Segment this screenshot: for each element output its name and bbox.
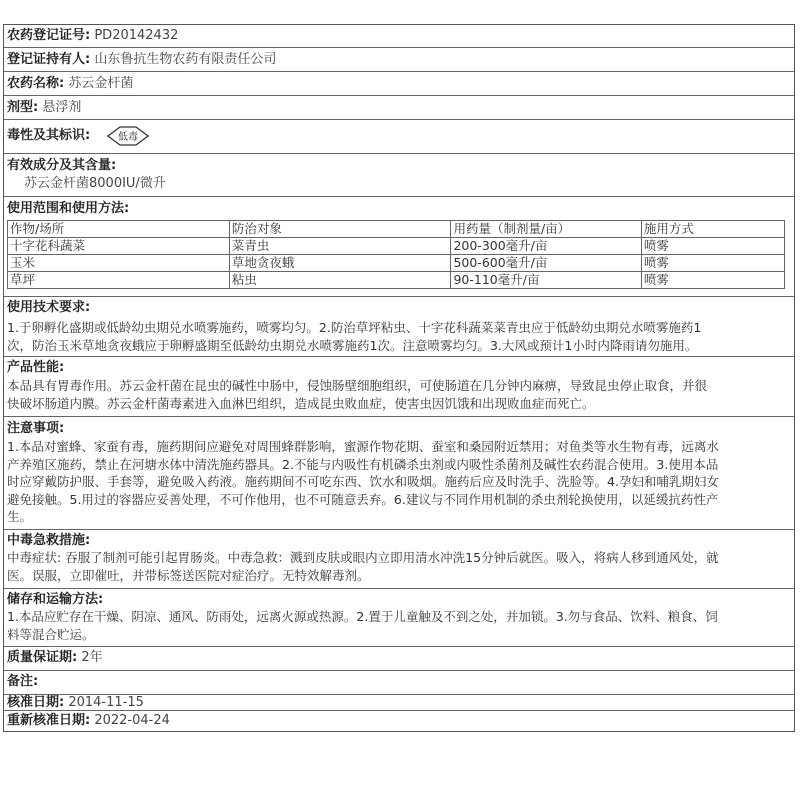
storage-heading-row xyxy=(7,591,791,609)
form-row xyxy=(7,99,791,117)
reapproval-date-value: 2022-04-24 xyxy=(94,713,170,728)
toxicity-label: 毒性及其标识: xyxy=(7,128,91,143)
table-cell: 喷雾 xyxy=(641,272,784,289)
text-line: 1.本品应贮存在干燥、阴凉、通风、防雨处，远离火源或热源。2.置于儿童触及不到之处，并加锁。3.勿与食品、饮料、粮食、饲 xyxy=(7,609,718,624)
divider xyxy=(4,71,794,72)
text-line: 快破坏肠道内膜。苏云金杆菌毒素进入血淋巴组织，造成昆虫败血症，使害虫因饥饿和出现败血症而死亡。 xyxy=(7,395,595,411)
toxicity-row xyxy=(7,121,791,151)
divider xyxy=(4,588,794,589)
column-header: 作物/场所 xyxy=(8,221,230,238)
table-cell: 喷雾 xyxy=(641,238,784,255)
form-value: 悬浮剂 xyxy=(42,100,82,115)
usage-heading-row xyxy=(7,200,791,218)
reg-no-row xyxy=(7,27,791,45)
usage-table xyxy=(7,220,785,289)
table-cell: 玉米 xyxy=(8,255,230,272)
name-label: 农药名称: xyxy=(7,76,65,91)
table-cell: 200-300毫升/亩 xyxy=(451,238,641,255)
divider xyxy=(4,646,794,647)
reg-no-value: PD20142432 xyxy=(94,28,179,43)
divider xyxy=(4,670,794,671)
technique-text xyxy=(7,319,791,354)
table-header-row xyxy=(8,221,785,238)
approval-date-label: 核准日期: xyxy=(7,695,65,710)
precautions-text xyxy=(7,438,791,526)
registration-document xyxy=(3,24,795,732)
technique-heading-row xyxy=(7,299,791,317)
performance-text xyxy=(7,377,791,412)
usage-heading: 使用范围和使用方法: xyxy=(7,201,130,216)
table-cell: 500-600毫升/亩 xyxy=(451,255,641,272)
remarks-label: 备注: xyxy=(7,674,39,689)
performance-heading-row xyxy=(7,359,791,377)
text-line: 中毒症状: 吞服了制剂可能引起胃肠炎。中毒急救：溅到皮肤或眼内立即用清水冲洗15分钟后就医。吸入，将病人移到通风处，就 xyxy=(7,550,719,565)
divider xyxy=(4,296,794,297)
divider xyxy=(4,356,794,357)
form-label: 剂型: xyxy=(7,100,39,115)
shelf-life-value: 2年 xyxy=(81,650,103,665)
reapproval-date-label: 重新核准日期: xyxy=(7,713,91,728)
table-cell: 90-110毫升/亩 xyxy=(451,272,641,289)
technique-heading: 使用技术要求: xyxy=(7,300,91,315)
divider xyxy=(4,710,794,711)
divider xyxy=(4,153,794,154)
name-value: 苏云金杆菌 xyxy=(68,76,134,91)
divider xyxy=(4,95,794,96)
ingredients-value: 苏云金杆菌8000IU/微升 xyxy=(24,176,166,191)
precautions-heading: 注意事项: xyxy=(7,421,65,436)
table-row xyxy=(8,238,785,255)
ingredients-value-row xyxy=(24,175,791,193)
shelf-life-label: 质量保证期: xyxy=(7,650,78,665)
column-header: 施用方式 xyxy=(641,221,784,238)
holder-value: 山东鲁抗生物农药有限责任公司 xyxy=(94,52,277,67)
text-line: 1.本品对蜜蜂、家蚕有毒，施药期间应避免对周围蜂群影响，蜜源作物花期、蚕室和桑园附近禁用；对鱼类等水生物有毒，远离水 xyxy=(7,439,719,454)
low-toxicity-badge-icon xyxy=(106,125,150,147)
divider xyxy=(4,529,794,530)
text-line: 避免接触。5.用过的容器应妥善处理，不可作他用，也不可随意丢弃。6.建议与不同作用机制的杀虫剂轮换使用，以延缓抗药性产 xyxy=(7,491,719,507)
approval-date-value: 2014-11-15 xyxy=(68,695,144,710)
storage-text xyxy=(7,608,791,643)
table-row xyxy=(8,272,785,289)
ingredients-heading-row xyxy=(7,157,791,175)
first-aid-heading-row xyxy=(7,532,791,550)
table-row xyxy=(8,255,785,272)
reg-no-label: 农药登记证号: xyxy=(7,28,91,43)
table-cell: 草坪 xyxy=(8,272,230,289)
divider xyxy=(4,416,794,417)
text-line: 时应穿戴防护服、手套等，避免吸入药液。施药期间不可吃东西、饮水和吸烟。施药后应及时洗手、洗脸等。4.孕妇和哺乳期妇女 xyxy=(7,474,719,489)
table-cell: 粘虫 xyxy=(229,272,451,289)
ingredients-heading: 有效成分及其含量: xyxy=(7,158,117,173)
divider xyxy=(4,119,794,120)
storage-heading: 储存和运输方法: xyxy=(7,592,104,607)
text-line: 1.于卵孵化盛期或低龄幼虫期兑水喷雾施药，喷雾均匀。2.防治草坪粘虫、十字花科蔬菜菜青虫应于低龄幼虫期兑水喷雾施药1 xyxy=(7,320,702,335)
performance-heading: 产品性能: xyxy=(7,360,65,375)
text-line: 次，防治玉米草地贪夜蛾应于卵孵盛期至低龄幼虫期兑水喷雾施药1次。注意喷雾均匀。3.大风或预计1小时内降雨请勿施用。 xyxy=(7,337,698,353)
reapproval-date-row xyxy=(7,712,791,730)
text-line: 料等混合贮运。 xyxy=(7,626,95,642)
precautions-heading-row xyxy=(7,420,791,438)
text-line: 产养殖区施药，禁止在河塘水体中清洗施药器具。2.不能与内吸性有机磷杀虫剂或内吸性杀菌剂及碱性农药混合使用。3.使用本品 xyxy=(7,456,719,472)
holder-row xyxy=(7,51,791,69)
divider xyxy=(4,196,794,197)
table-cell: 喷雾 xyxy=(641,255,784,272)
first-aid-heading: 中毒急救措施: xyxy=(7,533,91,548)
shelf-life-row xyxy=(7,649,791,667)
text-line: 本品具有胃毒作用。苏云金杆菌在昆虫的碱性中肠中，侵蚀肠壁细胞组织，可使肠道在几分钟内麻痹，导致昆虫停止取食，并很 xyxy=(7,378,708,393)
first-aid-text xyxy=(7,549,791,584)
table-cell: 草地贪夜蛾 xyxy=(229,255,451,272)
name-row xyxy=(7,75,791,93)
holder-label: 登记证持有人: xyxy=(7,52,91,67)
column-header: 防治对象 xyxy=(229,221,451,238)
text-line: 生。 xyxy=(7,509,33,524)
text-line: 医。误服，立即催吐，并带标签送医院对症治疗。无特效解毒剂。 xyxy=(7,567,370,583)
column-header: 用药量（制剂量/亩） xyxy=(451,221,641,238)
badge-text: 低毒 xyxy=(118,131,139,143)
table-cell: 菜青虫 xyxy=(229,238,451,255)
divider xyxy=(4,47,794,48)
table-cell: 十字花科蔬菜 xyxy=(8,238,230,255)
